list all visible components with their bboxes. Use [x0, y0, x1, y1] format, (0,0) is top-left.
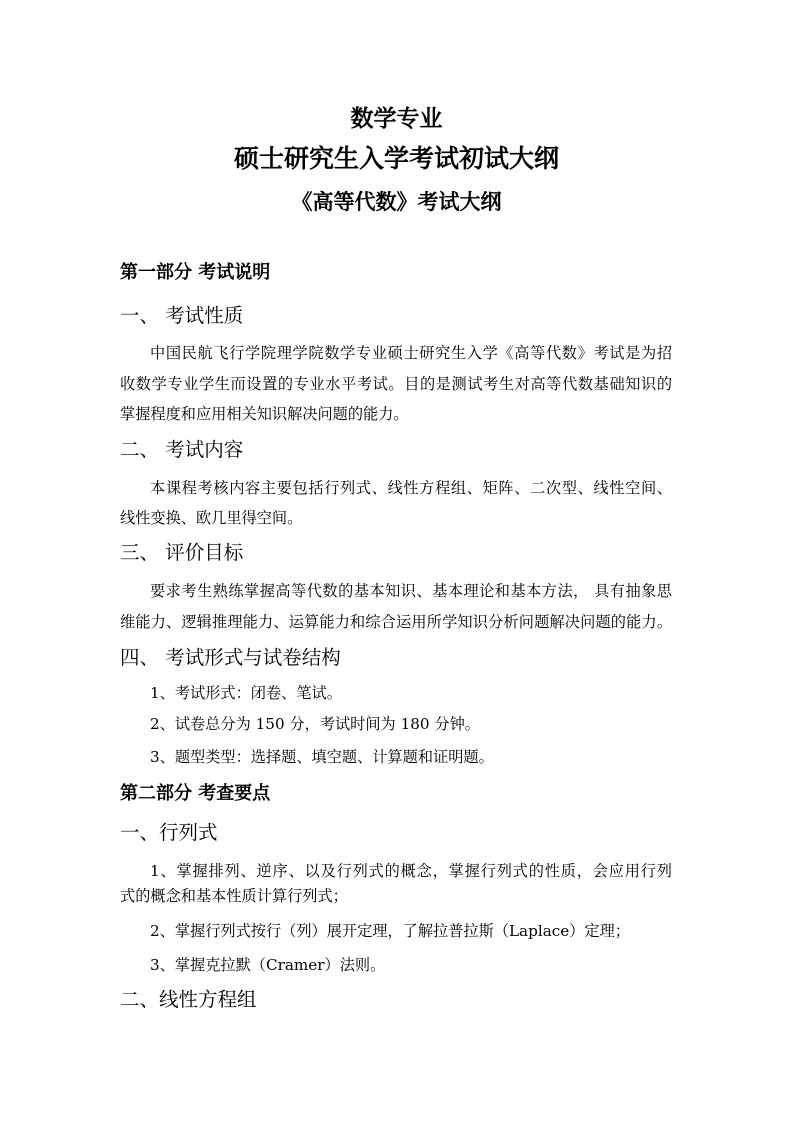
list-item: 2、掌握行列式按行（列）展开定理，了解拉普拉斯（Laplace）定理；: [150, 922, 630, 940]
section-heading: 三、 评价目标: [120, 541, 244, 564]
doc-title-line1: 数学专业: [350, 106, 443, 132]
paragraph-line: 收数学专业学生而设置的专业水平考试。目的是测试考生对高等代数基础知识的: [120, 375, 672, 393]
section-heading: 四、 考试形式与试卷结构: [120, 646, 341, 669]
paragraph-line: 线性变换、欧几里得空间。: [120, 509, 303, 527]
list-item: 3、题型类型：选择题、填空题、计算题和证明题。: [150, 748, 494, 766]
paragraph-line: 维能力、逻辑推理能力、运算能力和综合运用所学知识分析问题解决问题的能力。: [120, 613, 672, 631]
section-heading: 一、行列式: [120, 821, 218, 844]
list-item: 2、试卷总分为 150 分，考试时间为 180 分钟。: [150, 715, 480, 733]
list-item: 1、考试形式：闭卷、笔试。: [150, 684, 342, 702]
paragraph-line: 掌握程度和应用相关知识解决问题的能力。: [120, 405, 409, 423]
part2-heading: 第二部分 考查要点: [120, 783, 271, 804]
paragraph-line: 中国民航飞行学院理学院数学专业硕士研究生入学《高等代数》考试是为招: [150, 344, 672, 362]
section-heading: 二、线性方程组: [120, 988, 257, 1011]
doc-title-line2: 硕士研究生入学考试初试大纲: [233, 144, 559, 173]
section-heading: 二、 考试内容: [120, 438, 244, 461]
list-item: 3、掌握克拉默（Cramer）法则。: [150, 956, 386, 974]
part1-heading: 第一部分 考试说明: [120, 262, 271, 283]
section-heading: 一、 考试性质: [120, 304, 244, 327]
paragraph-line: 式的概念和基本性质计算行列式；: [120, 887, 348, 905]
paragraph-line: 本课程考核内容主要包括行列式、线性方程组、矩阵、二次型、线性空间、: [150, 479, 672, 497]
paragraph-line: 要求考生熟练掌握高等代数的基本知识、基本理论和基本方法， 具有抽象思: [150, 582, 672, 600]
paragraph-line: 1、掌握排列、逆序、以及行列式的概念，掌握行列式的性质，会应用行列: [150, 862, 672, 880]
doc-title-line3: 《高等代数》考试大纲: [291, 190, 502, 214]
